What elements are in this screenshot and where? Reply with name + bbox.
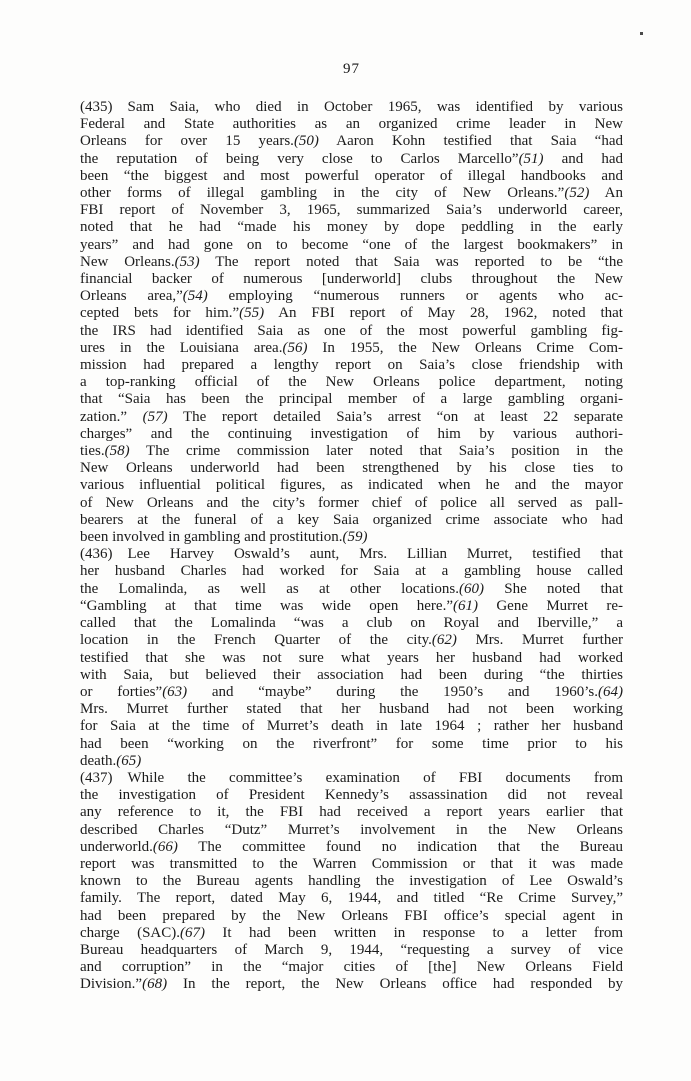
- citation-ref: (64): [597, 683, 623, 700]
- citation-ref: (55): [239, 305, 265, 322]
- text-line: described Charles “Dutz” Murret’s involvement in the New Orleans: [80, 821, 623, 838]
- citation-ref: (60): [459, 580, 484, 597]
- text-line: mission had prepared a lengthy report on Saia’s close friendship with: [80, 357, 623, 374]
- text-line: with Saia, but believed their association had been during “the thirties: [80, 666, 623, 683]
- paragraph-437: [80, 770, 623, 994]
- text-line: any reference to it, the FBI had received a report years earlier that: [80, 804, 623, 821]
- citation-ref: (52): [564, 185, 590, 202]
- citation-ref: (59): [342, 529, 368, 546]
- text-line: had been prepared by the New Orleans FBI office’s special agent in: [80, 907, 623, 924]
- citation-ref: (54): [182, 288, 208, 305]
- citation-ref: (56): [282, 339, 308, 356]
- text-line: financial backer of numerous [underworld] clubs throughout the New: [80, 271, 623, 288]
- text-line: for Saia at the time of Murret’s death in late 1964 ; rather her husband: [80, 718, 623, 735]
- scan-artifact-dot: [640, 32, 643, 35]
- text-line: had been “working on the riverfront” for some time prior to his: [80, 735, 623, 752]
- citation-ref: (67): [180, 924, 206, 941]
- citation-ref: (68): [142, 976, 168, 993]
- text-line: a top-ranking official of the New Orleans police department, noting: [80, 374, 623, 391]
- text-line: or forties”(63) and “maybe” during the 1950’s and 1960’s.(64): [80, 683, 623, 700]
- citation-ref: (53): [174, 253, 200, 270]
- text-line: New Orleans.(53) The report noted that Saia was reported to be “the: [80, 253, 623, 270]
- text-line: zation.” (57) The report detailed Saia’s arrest “on at least 22 separate: [80, 408, 623, 425]
- text-line: report was transmitted to the Warren Commission or that it was made: [80, 855, 623, 872]
- text-line: Orleans area,”(54) employing “numerous runners or agents who ac-: [80, 288, 623, 305]
- citation-ref: (50): [293, 133, 319, 150]
- text-line: the Lomalinda, as well as at other locations.(60) She noted that: [80, 580, 623, 597]
- text-line: her husband Charles had worked for Saia at a gambling house called: [80, 563, 623, 580]
- text-line: charges” and the continuing investigation of him by various authori-: [80, 425, 623, 442]
- citation-ref: (65): [116, 752, 142, 769]
- text-line: of New Orleans and the city’s former chief of police all served as pall-: [80, 494, 623, 511]
- text-line: “Gambling at that time was wide open here.”(61) Gene Murret re-: [80, 597, 623, 614]
- text-line: that “Saia has been the principal member of a large gambling organi-: [80, 391, 623, 408]
- citation-ref: (58): [104, 443, 130, 460]
- text-line: New Orleans underworld had been strengthened by his close ties to: [80, 460, 623, 477]
- citation-ref: (66): [152, 838, 178, 855]
- text-line: various influential political figures, as indicated when he and the mayor: [80, 477, 623, 494]
- text-line: Division.”(68) In the report, the New Orleans office had responded by: [80, 976, 623, 993]
- page-number: 97: [343, 61, 360, 77]
- text-line: been involved in gambling and prostitution.(59): [80, 529, 368, 546]
- paragraph-435: [80, 99, 623, 546]
- text-line: the investigation of President Kennedy’s assassination did not reveal: [80, 787, 623, 804]
- text-line: death.(65): [80, 752, 142, 769]
- text-line: (435) Sam Saia, who died in October 1965, was identified by various: [80, 99, 623, 115]
- text-line: (437) While the committee’s examination of FBI documents from: [80, 769, 623, 786]
- text-line: charge (SAC).(67) It had been written in response to a letter from: [80, 924, 623, 941]
- text-line: called that the Lomalinda “was a club on Royal and Iberville,” a: [80, 615, 623, 632]
- body-text: [80, 99, 623, 994]
- text-line: noted that he had “made his money by dope peddling in the early: [80, 219, 623, 236]
- text-line: family. The report, dated May 6, 1944, and titled “Re Crime Survey,”: [80, 890, 623, 907]
- citation-ref: (62): [431, 632, 457, 649]
- text-line: the IRS had identified Saia as one of the most powerful gambling fig-: [80, 322, 623, 339]
- text-line: been “the biggest and most powerful operator of illegal handbooks and: [80, 167, 623, 184]
- paragraph-436: [80, 546, 623, 770]
- text-line: underworld.(66) The committee found no indication that the Bureau: [80, 838, 623, 855]
- text-line: Bureau headquarters of March 9, 1944, “requesting a survey of vice: [80, 941, 623, 958]
- text-line: Federal and State authorities as an organized crime leader in New: [80, 116, 623, 133]
- text-line: bearers at the funeral of a key Saia organized crime associate who had: [80, 511, 623, 528]
- text-line: ures in the Louisiana area.(56) In 1955, the New Orleans Crime Com-: [80, 339, 623, 356]
- text-line: Orleans for over 15 years.(50) Aaron Kohn testified that Saia “had: [80, 133, 623, 150]
- text-line: FBI report of November 3, 1965, summarized Saia’s underworld career,: [80, 202, 623, 219]
- text-line: and corruption” in the “major cities of [the] New Orleans Field: [80, 959, 623, 976]
- citation-ref: (57): [142, 408, 168, 425]
- text-line: the reputation of being very close to Carlos Marcello”(51) and had: [80, 150, 623, 167]
- text-line: cepted bets for him.”(55) An FBI report of May 28, 1962, noted that: [80, 305, 623, 322]
- citation-ref: (63): [162, 683, 188, 700]
- text-line: Mrs. Murret further stated that her husband had not been working: [80, 701, 623, 718]
- text-line: known to the Bureau agents handling the investigation of Lee Oswald’s: [80, 873, 623, 890]
- text-line: (436) Lee Harvey Oswald’s aunt, Mrs. Lillian Murret, testified that: [80, 546, 623, 563]
- citation-ref: (61): [452, 597, 478, 614]
- text-line: location in the French Quarter of the city.(62) Mrs. Murret further: [80, 632, 623, 649]
- text-line: testified that she was not sure what years her husband had worked: [80, 649, 623, 666]
- text-line: years” and had gone on to become “one of the largest bookmakers” in: [80, 236, 623, 253]
- text-line: other forms of illegal gambling in the city of New Orleans.”(52) An: [80, 185, 623, 202]
- citation-ref: (51): [518, 150, 544, 167]
- text-line: ties.(58) The crime commission later noted that Saia’s position in the: [80, 443, 623, 460]
